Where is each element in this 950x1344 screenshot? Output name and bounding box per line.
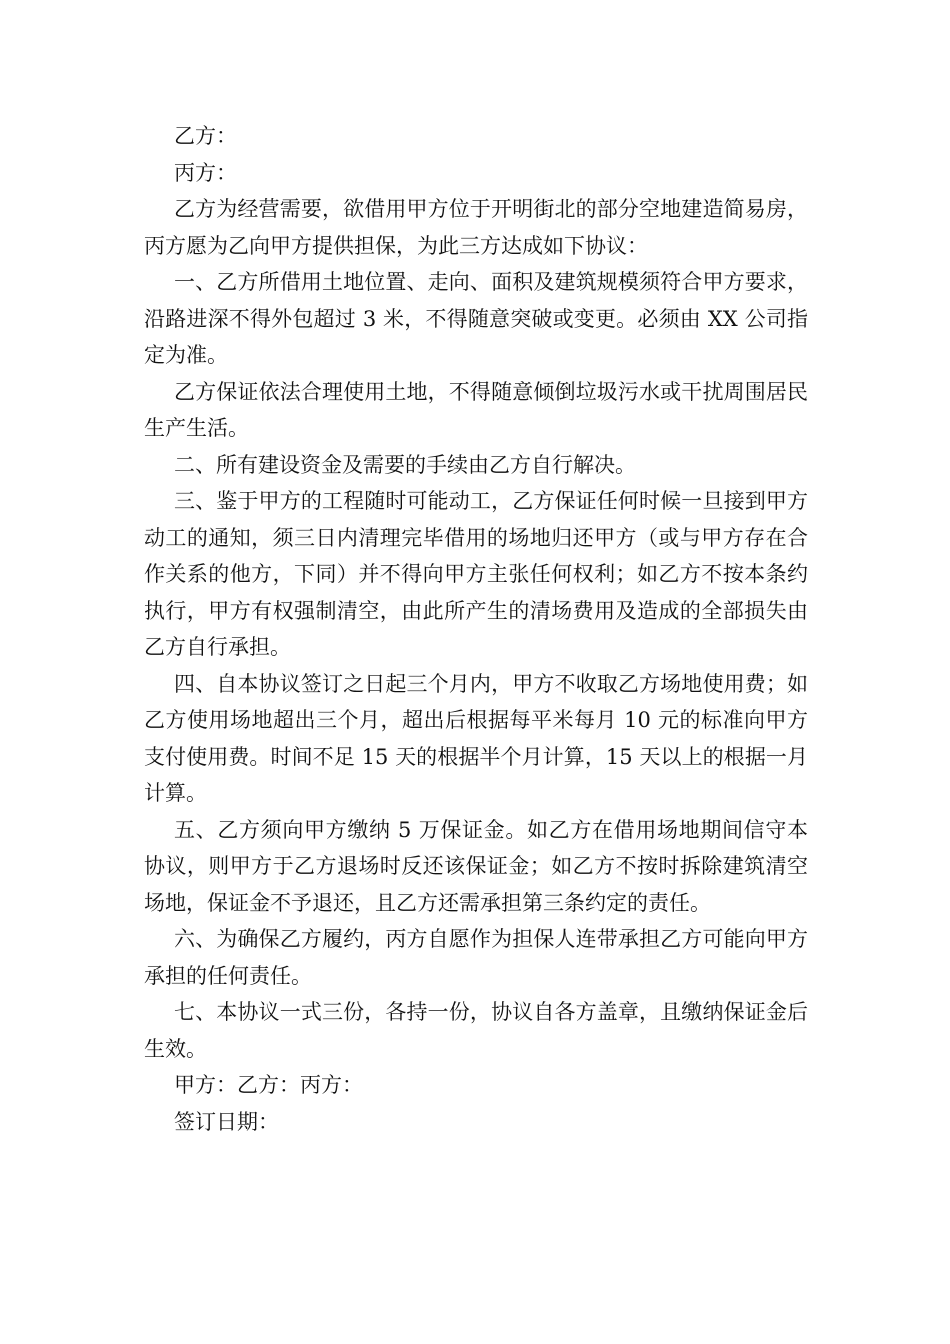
clause-2-paragraph: 二、所有建设资金及需要的手续由乙方自行解决。 (174, 452, 636, 477)
clause-3-paragraph: 三、鉴于甲方的工程随时可能动工，乙方保证任何时候一旦接到甲方动工的通知，须三日内清理完毕借用的场地归还甲方（或与甲方存在合作关系的他方，下同）并不得向甲方主张任何权利；如乙方不按本条约执行，甲方有权强制清空，由此所产生的清场费用及造成的全部损失由乙方自行承担。 (144, 489, 808, 659)
clause-4-paragraph: 四、自本协议签订之日起三个月内，甲方不收取乙方场地使用费；如乙方使用场地超出三个月，超出后根据每平米每月 10 元的标准向甲方支付使用费。时间不足 15 天的根据半个月计算，15 天以上的根据一月计算。 (144, 671, 808, 805)
party-c-line: 丙方： (174, 160, 237, 185)
party-b-line: 乙方： (174, 124, 237, 148)
signature-parties-line: 甲方：乙方：丙方： (174, 1073, 363, 1097)
document-body (144, 118, 808, 1140)
clause-1-paragraph: 一、乙方所借用土地位置、走向、面积及建筑规模须符合甲方要求，沿路进深不得外包超过 3 米，不得随意突破或变更。必须由 XX 公司指定为准。 (144, 270, 808, 367)
clause-7-paragraph: 七、本协议一式三份，各持一份，协议自各方盖章，且缴纳保证金后生效。 (144, 1000, 808, 1061)
preamble-paragraph: 乙方为经营需要，欲借用甲方位于开明街北的部分空地建造简易房，丙方愿为乙向甲方提供担保，为此三方达成如下协议： (144, 197, 808, 258)
clause-5-paragraph: 五、乙方须向甲方缴纳 5 万保证金。如乙方在借用场地期间信守本协议，则甲方于乙方退场时反还该保证金；如乙方不按时拆除建筑清空场地，保证金不予退还，且乙方还需承担第三条约定的责任。 (144, 817, 808, 915)
signing-date-line: 签订日期： (174, 1109, 279, 1134)
clause-1-supplement-paragraph: 乙方保证依法合理使用土地，不得随意倾倒垃圾污水或干扰周围居民生产生活。 (144, 379, 808, 440)
clause-6-paragraph: 六、为确保乙方履约，丙方自愿作为担保人连带承担乙方可能向甲方承担的任何责任。 (144, 927, 808, 988)
